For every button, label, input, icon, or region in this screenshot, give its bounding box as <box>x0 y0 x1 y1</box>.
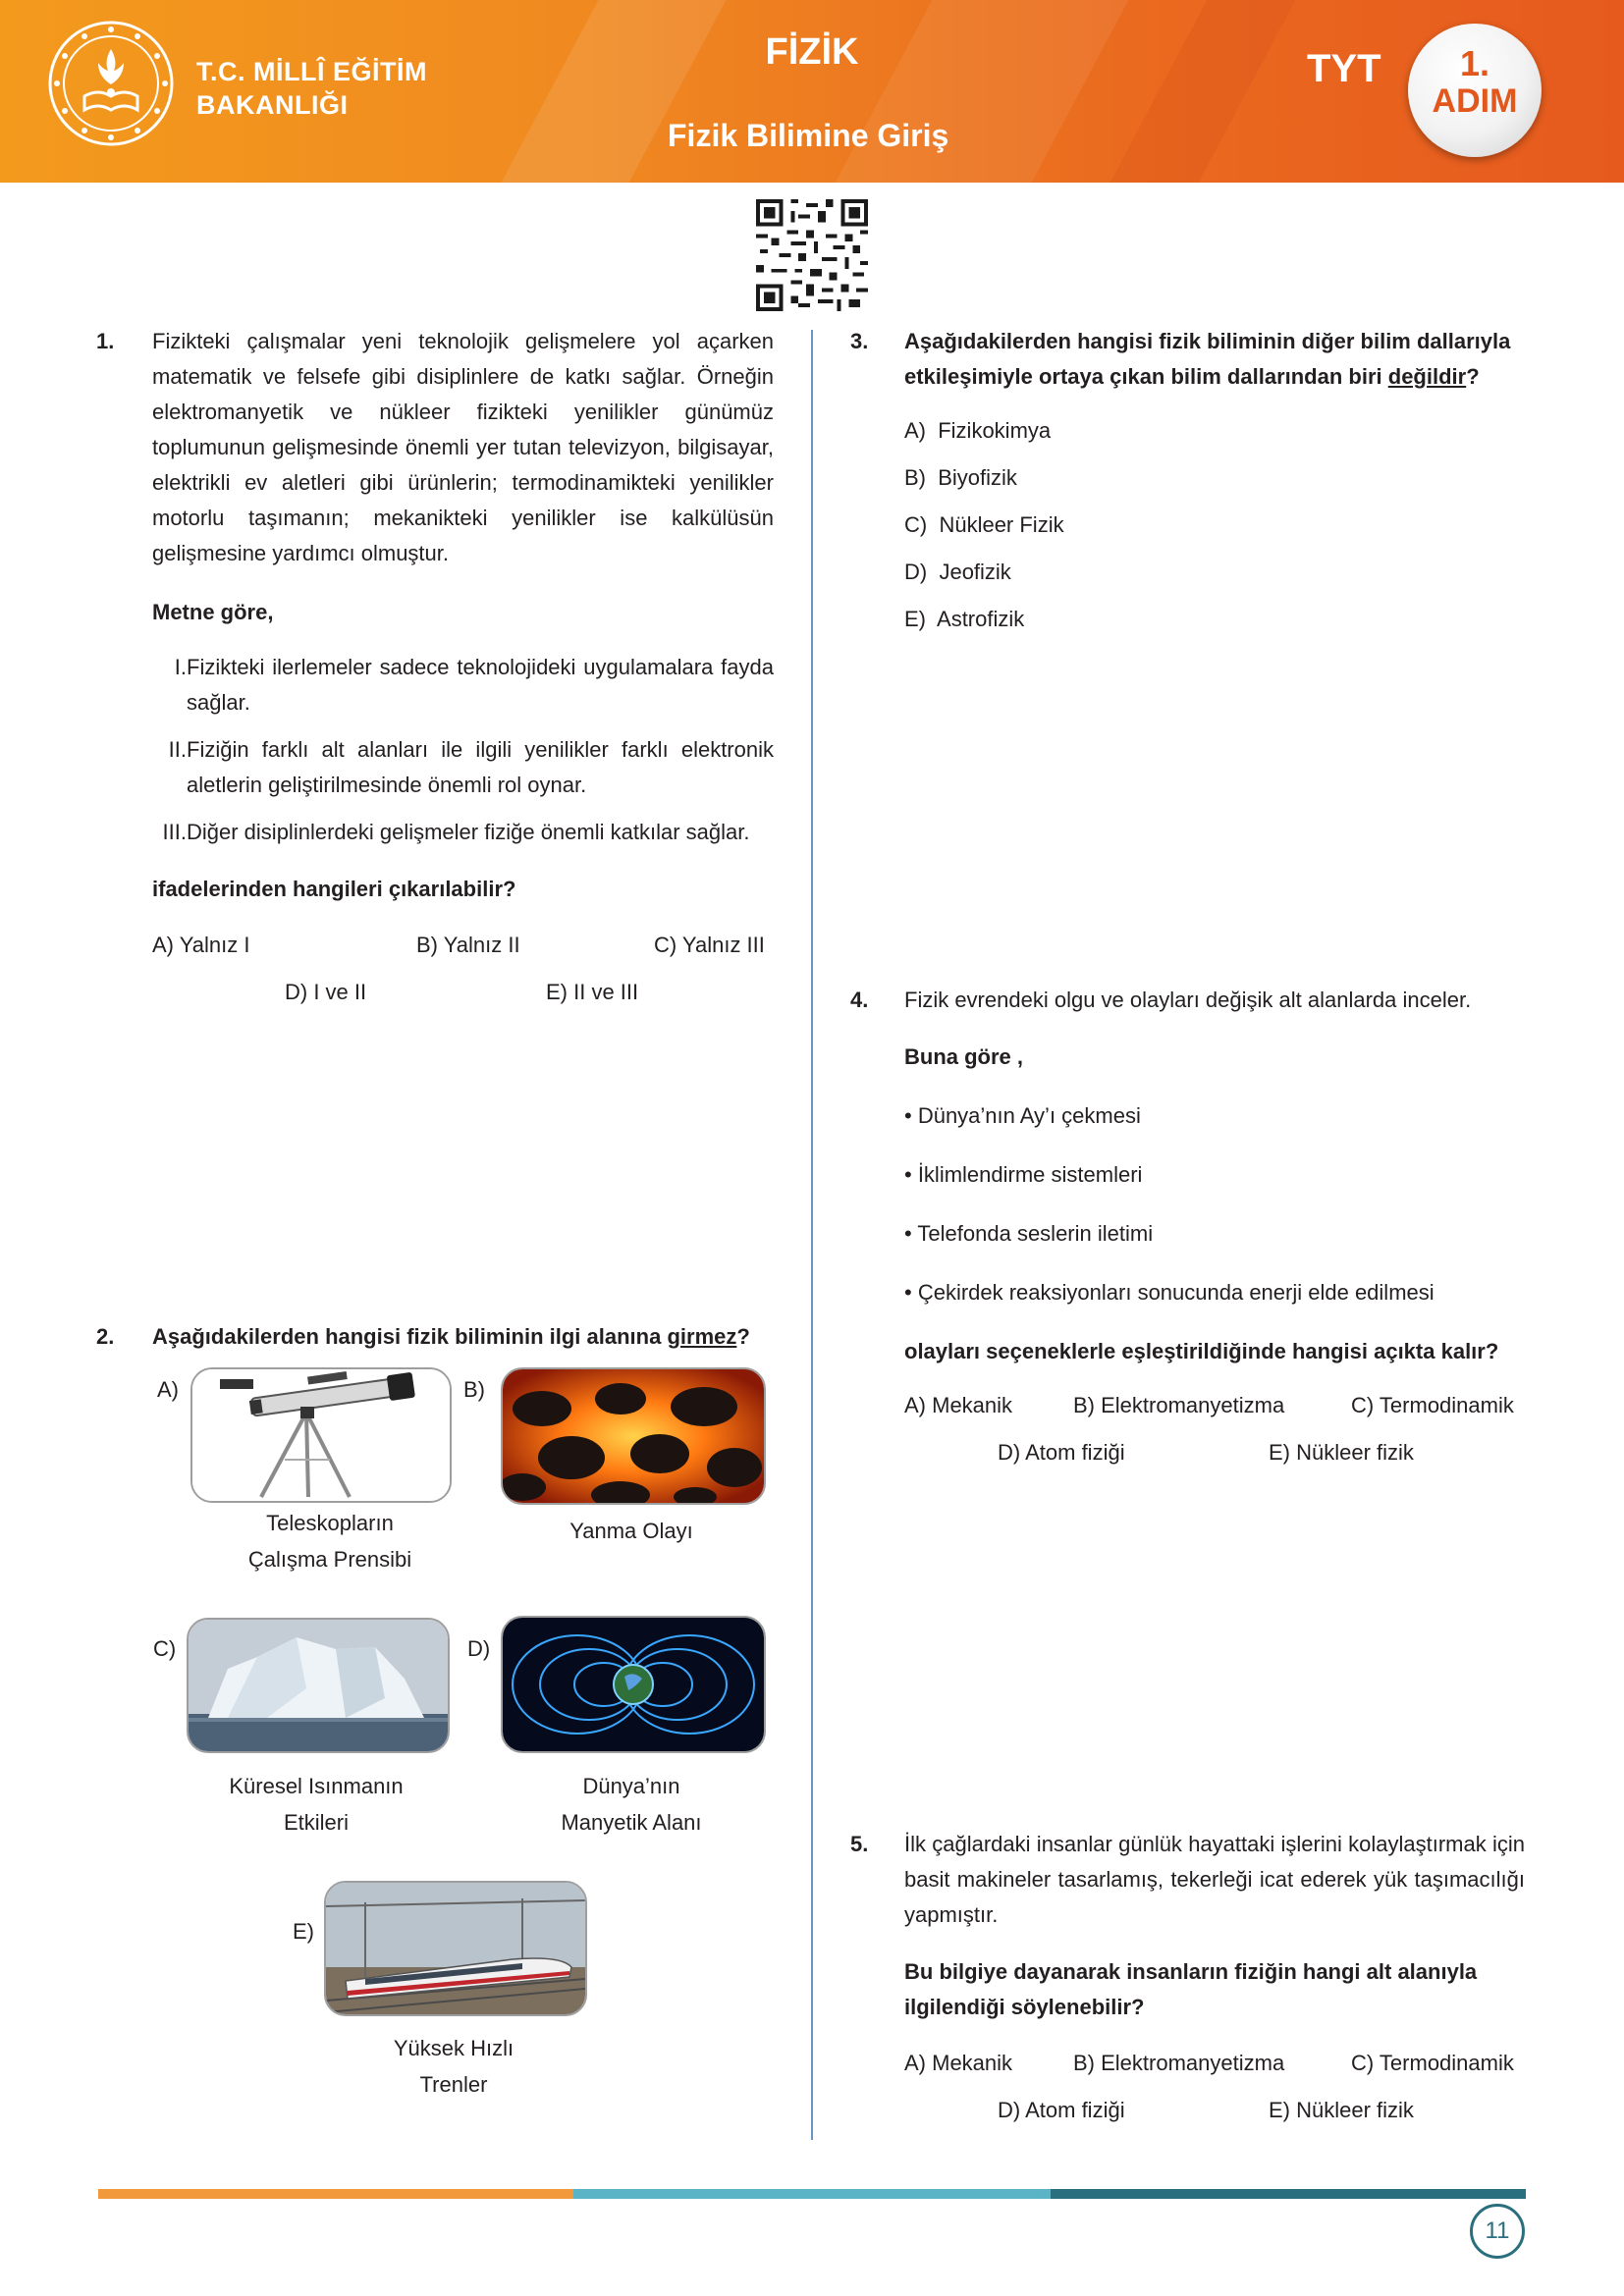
q4-option-d[interactable]: D) Atom fiziği <box>998 1440 1125 1465</box>
subject-title: FİZİK <box>765 31 859 73</box>
topic-title: Fizik Bilimine Giriş <box>668 118 949 153</box>
q1-statement-ii: Fiziğin farklı alt alanları ile ilgili yenilikler farklı elektronik aletlerin geliştirilmesinde önemli rol oynar. <box>187 737 774 797</box>
high-speed-train-image[interactable] <box>324 1881 587 2016</box>
q5-option-a[interactable]: A) Mekanik <box>904 2051 1013 2075</box>
page-number: 11 <box>1470 2204 1525 2259</box>
qr-code-icon[interactable] <box>756 199 868 311</box>
ministry-logo-icon <box>47 20 175 147</box>
q5-option-b[interactable]: B) Elektromanyetizma <box>1073 2051 1285 2075</box>
footer-bar-dark <box>1051 2189 1526 2199</box>
iceberg-image[interactable] <box>187 1618 450 1753</box>
q5-question: Bu bilgiye dayanarak insanların fiziğin hangi alt alanıyla ilgilendiği söylenebilir? <box>904 1959 1478 2019</box>
q2-question: Aşağıdakilerden hangisi fizik biliminin ilgi alanına girmez? <box>152 1324 750 1349</box>
q1-option-c[interactable]: C) Yalnız III <box>654 933 765 957</box>
option-d-caption: Dünya’nın Manyetik Alanı <box>561 1774 702 1835</box>
q4-bullet: • İklimlendirme sistemleri <box>904 1162 1143 1187</box>
column-divider <box>811 330 813 2140</box>
q1-option-e[interactable]: E) II ve III <box>546 980 639 1004</box>
q3-option-a[interactable]: A) Fizikokimya <box>904 418 1052 443</box>
q1-statement-i: Fizikteki ilerlemeler sadece teknolojideki uygulamalara fayda sağlar. <box>187 655 774 715</box>
q4-bullet: • Çekirdek reaksiyonları sonucunda enerji elde edilmesi <box>904 1280 1435 1305</box>
q1-option-d[interactable]: D) I ve II <box>285 980 367 1004</box>
q3-question: Aşağıdakilerden hangisi fizik biliminin diğer bilim dallarıyla etkileşimiyle ortaya çıkan bilim dallarından biri değildir? <box>904 329 1511 389</box>
option-b-caption: Yanma Olayı <box>569 1519 693 1543</box>
q1-statement-iii: Diğer disiplinlerdeki gelişmeler fiziğe önemli katkılar sağlar. <box>187 820 750 844</box>
burning-coal-image[interactable] <box>501 1367 766 1505</box>
q5-option-d[interactable]: D) Atom fiziği <box>998 2098 1125 2122</box>
step-badge: 1. ADIM <box>1408 24 1542 157</box>
q3-option-c[interactable]: C) Nükleer Fizik <box>904 512 1064 537</box>
option-a-caption: Teleskopların Çalışma Prensibi <box>247 1511 412 1572</box>
q4-lead: Buna göre , <box>904 1044 1024 1069</box>
option-c-caption: Küresel Isınmanın Etkileri <box>229 1774 404 1835</box>
q3-option-b[interactable]: B) Biyofizik <box>904 465 1017 490</box>
q4-option-a[interactable]: A) Mekanik <box>904 1393 1013 1417</box>
q1-option-b[interactable]: B) Yalnız II <box>416 933 520 957</box>
q3-option-d[interactable]: D) Jeofizik <box>904 560 1011 584</box>
q1-question: ifadelerinden hangileri çıkarılabilir? <box>152 877 516 901</box>
q1-option-a[interactable]: A) Yalnız I <box>152 933 250 957</box>
q5-option-c[interactable]: C) Termodinamik <box>1351 2051 1514 2075</box>
q4-option-c[interactable]: C) Termodinamik <box>1351 1393 1514 1417</box>
q1-lead: Metne göre, <box>152 600 274 624</box>
exam-label: TYT <box>1307 47 1381 90</box>
footer-bar-orange <box>98 2189 573 2199</box>
option-e-caption: Yüksek Hızlı Trenler <box>393 2036 514 2097</box>
q4-option-b[interactable]: B) Elektromanyetizma <box>1073 1393 1285 1417</box>
q4-bullet: • Telefonda seslerin iletimi <box>904 1221 1154 1246</box>
q4-question: olayları seçeneklerle eşleştirildiğinde hangisi açıkta kalır? <box>904 1339 1499 1363</box>
q4-option-e[interactable]: E) Nükleer fizik <box>1269 1440 1414 1465</box>
q3-option-e[interactable]: E) Astrofizik <box>904 607 1025 631</box>
q1-passage: Fizikteki çalışmalar yeni teknolojik gelişmelere yol açarken matematik ve felsefe gibi disiplinlere de katkı sağlar. Örneğin elektromanyetik ve nükleer fizikteki yenilikler günümüz toplumunun gelişmesinde önemli yer tutan televizyon, bilgisayar, elektrikli ev aletleri gibi ürünlerin; termodinamikteki yenilikler motorlu taşımanın; mekanikteki yenilikler ise kalkülüsün gelişmesine yardımcı olmuştur. <box>152 329 774 565</box>
footer-bar-teal <box>573 2189 1051 2199</box>
q4-intro: Fizik evrendeki olgu ve olayları değişik alt alanlarda inceler. <box>904 988 1472 1012</box>
q4-bullet: • Dünya’nın Ay’ı çekmesi <box>904 1103 1141 1128</box>
page-header <box>0 0 1624 183</box>
magnetic-field-image[interactable] <box>501 1616 766 1753</box>
q5-option-e[interactable]: E) Nükleer fizik <box>1269 2098 1414 2122</box>
ministry-name: T.C. MİLLÎ EĞİTİM BAKANLIĞI <box>196 57 427 120</box>
telescope-image[interactable] <box>190 1367 452 1503</box>
q5-passage: İlk çağlardaki insanlar günlük hayattaki işlerini kolaylaştırmak için basit makineler tasarlamış, tekerleği icat ederek yük taşımacılığı yapmıştır. <box>904 1832 1525 1927</box>
